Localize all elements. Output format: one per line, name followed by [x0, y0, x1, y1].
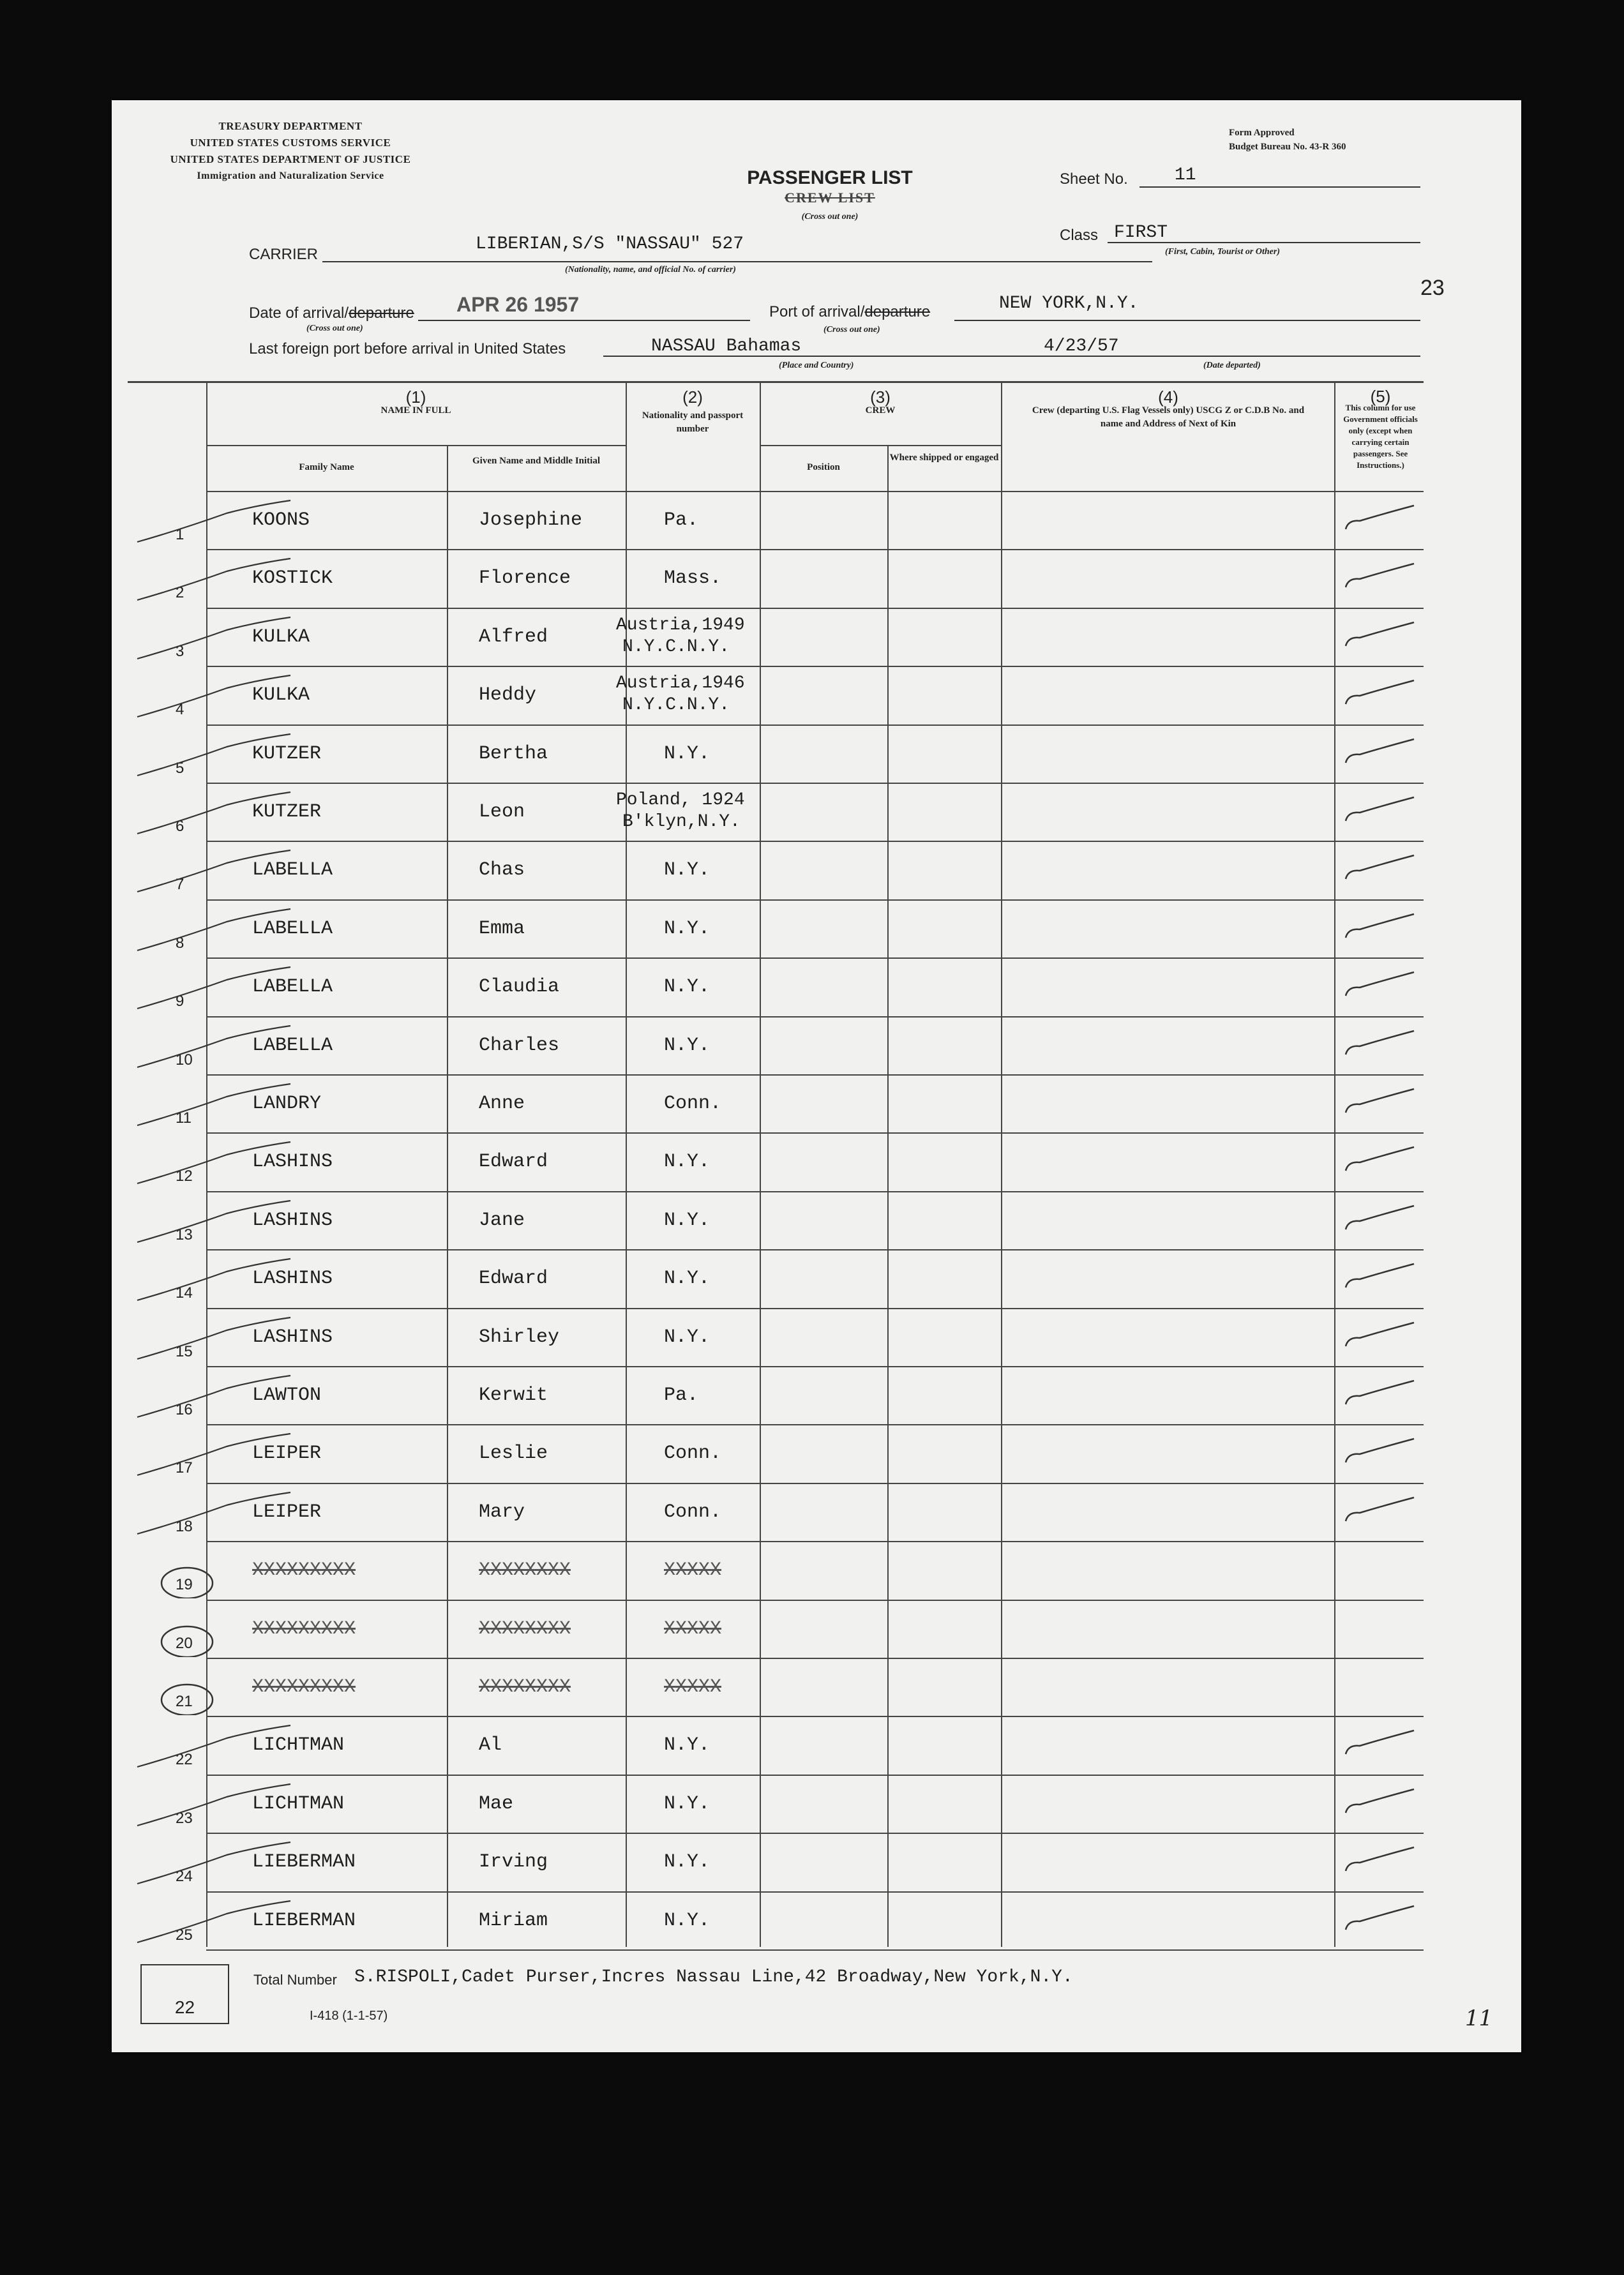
tally-mark-icon	[131, 614, 297, 665]
tally-mark-icon	[131, 1372, 297, 1423]
row-divider	[206, 1074, 1424, 1076]
agency-header	[137, 118, 444, 184]
check-mark-icon	[1341, 1667, 1424, 1706]
agency-line: Immigration and Naturalization Service	[197, 170, 384, 181]
given-name: Charles	[479, 1035, 560, 1056]
given-name: Shirley	[479, 1326, 560, 1348]
column-number: (2)	[682, 387, 703, 407]
date-note: (Cross out one)	[306, 324, 363, 333]
tally-mark-icon	[131, 1139, 297, 1190]
carrier-label: CARRIER	[249, 246, 319, 263]
given-name: Josephine	[479, 509, 583, 531]
nationality: Pa.	[664, 509, 699, 531]
given-name: Alfred	[479, 626, 548, 648]
row-divider	[206, 1600, 1424, 1601]
column-header-nationality	[629, 387, 756, 436]
row-number: 13	[176, 1226, 193, 1243]
check-mark-icon	[1341, 1901, 1424, 1939]
family-name: KOONS	[252, 509, 310, 531]
date-label-crossed: departure	[349, 304, 414, 322]
check-mark-icon	[1341, 1725, 1424, 1764]
check-mark-icon	[1341, 1376, 1424, 1414]
sheet-label: Sheet No.	[1060, 170, 1128, 188]
tally-mark-icon	[131, 1606, 297, 1657]
given-name: XXXXXXXX	[479, 1559, 571, 1581]
row-number: 4	[176, 701, 184, 718]
nationality: N.Y.	[664, 743, 710, 765]
check-mark-icon	[1341, 559, 1424, 597]
class-value: FIRST	[1114, 223, 1168, 243]
row-divider	[206, 1191, 1424, 1192]
total-label: Total Number	[253, 1972, 337, 1988]
row-number: 7	[176, 876, 184, 893]
check-mark-icon	[1341, 909, 1424, 947]
nationality: XXXXX	[664, 1618, 722, 1640]
column-title: Crew (departing U.S. Flag Vessels only) USCG Z or C.D.B No. and name and Address of Next of Kin	[1032, 405, 1305, 429]
last-port-label: Last foreign port before arrival in United States	[249, 340, 566, 357]
given-name: Kerwit	[479, 1385, 548, 1406]
nationality: N.Y.	[664, 1268, 710, 1289]
tally-mark-icon	[131, 672, 297, 723]
tally-mark-icon	[131, 1781, 297, 1832]
row-divider	[206, 1949, 1424, 1951]
tally-mark-icon	[131, 1489, 297, 1540]
given-name: Edward	[479, 1268, 548, 1289]
check-mark-icon	[1341, 1609, 1424, 1648]
given-name: Heddy	[479, 684, 537, 706]
column-number: (4)	[1158, 387, 1178, 407]
nationality: Conn.	[664, 1093, 722, 1115]
given-name: Chas	[479, 859, 525, 881]
given-name: Leon	[479, 801, 525, 823]
date-departed-value: 4/23/57	[1044, 336, 1119, 356]
row-number: 17	[176, 1459, 193, 1476]
given-name: Al	[479, 1734, 502, 1756]
row-divider	[206, 1366, 1424, 1367]
given-name: Edward	[479, 1151, 548, 1173]
nationality: Conn.	[664, 1443, 722, 1464]
nationality: N.Y.	[664, 1851, 710, 1873]
nationality: N.Y.	[664, 1326, 710, 1348]
nationality: N.Y.	[664, 918, 710, 940]
row-divider	[206, 1541, 1424, 1542]
family-name: LIEBERMAN	[252, 1851, 356, 1873]
check-mark-icon	[1341, 500, 1424, 539]
class-label: Class	[1060, 227, 1099, 244]
class-note: (First, Cabin, Tourist or Other)	[1165, 247, 1280, 257]
column-header-crew-kin	[1025, 387, 1312, 431]
tally-mark-icon	[131, 1722, 297, 1773]
given-name: XXXXXXXX	[479, 1676, 571, 1698]
given-name: Florence	[479, 567, 571, 589]
page-title: PASSENGER LIST	[747, 167, 913, 188]
tally-mark-icon	[131, 789, 297, 840]
nationality: N.Y.	[664, 1035, 710, 1056]
column-header-government	[1337, 387, 1424, 471]
column-title: CREW	[865, 405, 896, 416]
row-number: 1	[176, 526, 184, 543]
row-number: 6	[176, 818, 184, 835]
row-divider	[206, 725, 1424, 726]
family-name: LABELLA	[252, 976, 333, 998]
given-name: Leslie	[479, 1443, 548, 1464]
nationality: Pa.	[664, 1385, 699, 1406]
total-value: 22	[174, 1997, 195, 2017]
row-divider	[206, 783, 1424, 784]
family-name: LAWTON	[252, 1385, 322, 1406]
tally-mark-icon	[131, 906, 297, 957]
row-divider	[206, 549, 1424, 550]
row-number: 20	[176, 1635, 193, 1652]
check-mark-icon	[1341, 1259, 1424, 1297]
carrier-note: (Nationality, name, and official No. of carrier)	[565, 265, 736, 274]
port-label	[769, 303, 930, 321]
column-title: NAME IN FULL	[380, 405, 451, 416]
date-departed-note: (Date departed)	[1203, 361, 1261, 370]
family-name: LABELLA	[252, 918, 333, 940]
tally-mark-icon	[131, 1547, 297, 1598]
agency-line: UNITED STATES DEPARTMENT OF JUSTICE	[170, 153, 411, 165]
family-name: LICHTMAN	[252, 1734, 345, 1756]
row-number: 16	[176, 1401, 193, 1418]
tally-mark-icon	[131, 1839, 297, 1890]
nationality: N.Y.	[664, 1210, 710, 1231]
row-divider	[206, 957, 1424, 959]
row-number: 10	[176, 1051, 193, 1069]
nationality: N.Y.	[664, 859, 710, 881]
tally-mark-icon	[131, 1898, 297, 1949]
tally-mark-icon	[131, 964, 297, 1015]
check-mark-icon	[1341, 617, 1424, 656]
approval-line: Form Approved	[1229, 128, 1295, 138]
row-number: 3	[176, 643, 184, 660]
column-header-given: Given Name and Middle Initial	[472, 456, 601, 466]
tally-mark-icon	[131, 1314, 297, 1365]
column-title: Nationality and passport number	[642, 410, 744, 434]
row-divider	[206, 1016, 1424, 1017]
row-number: 21	[176, 1693, 193, 1710]
date-label	[249, 304, 414, 322]
tally-mark-icon	[131, 731, 297, 782]
row-number: 2	[176, 584, 184, 601]
row-divider	[206, 841, 1424, 842]
tally-mark-icon	[131, 847, 297, 898]
passport-place: N.Y.C.N.Y.	[622, 695, 730, 715]
row-number: 9	[176, 993, 184, 1010]
tally-mark-icon	[131, 1198, 297, 1249]
row-number: 22	[176, 1751, 193, 1768]
tally-mark-icon	[131, 555, 297, 606]
column-number: (5)	[1370, 387, 1391, 406]
check-mark-icon	[1341, 1550, 1424, 1589]
row-divider	[206, 1483, 1424, 1484]
title-note: (Cross out one)	[801, 212, 859, 221]
check-mark-icon	[1341, 1084, 1424, 1122]
tally-mark-icon	[131, 1664, 297, 1715]
row-number: 18	[176, 1518, 193, 1535]
column-header-name	[206, 387, 626, 417]
nationality: N.Y.	[664, 1793, 710, 1815]
page-number: 23	[1420, 276, 1445, 300]
row-divider	[206, 608, 1424, 609]
nationality: XXXXX	[664, 1559, 722, 1581]
row-divider	[206, 1308, 1424, 1309]
row-divider	[206, 1424, 1424, 1425]
row-divider	[206, 1775, 1424, 1776]
family-name: LASHINS	[252, 1210, 333, 1231]
approval-line: Budget Bureau No. 43-R 360	[1229, 142, 1346, 152]
family-name: LABELLA	[252, 859, 333, 881]
check-mark-icon	[1341, 1434, 1424, 1472]
row-number: 23	[176, 1810, 193, 1827]
row-number: 19	[176, 1576, 193, 1593]
column-header-family: Family Name	[299, 462, 354, 472]
column-number: (1)	[405, 387, 426, 407]
row-number: 5	[176, 760, 184, 777]
family-name: XXXXXXXXX	[252, 1618, 356, 1640]
row-divider	[206, 1833, 1424, 1834]
family-name: KUTZER	[252, 801, 322, 823]
agency-line: UNITED STATES CUSTOMS SERVICE	[190, 137, 391, 149]
given-name: Emma	[479, 918, 525, 940]
column-header-where-shipped: Where shipped or engaged	[889, 453, 999, 463]
check-mark-icon	[1341, 1201, 1424, 1239]
family-name: XXXXXXXXX	[252, 1676, 356, 1698]
given-name: XXXXXXXX	[479, 1618, 571, 1640]
form-number: I-418 (1-1-57)	[310, 2009, 388, 2023]
family-name: LABELLA	[252, 1035, 333, 1056]
row-divider	[206, 1132, 1424, 1134]
family-name: KULKA	[252, 684, 310, 706]
nationality: Austria,1946	[616, 673, 745, 693]
nationality: N.Y.	[664, 976, 710, 998]
column-header-position: Position	[807, 462, 840, 472]
row-number: 11	[176, 1109, 192, 1127]
check-mark-icon	[1341, 967, 1424, 1005]
row-divider	[206, 666, 1424, 667]
tally-mark-icon	[131, 1256, 297, 1307]
total-box	[140, 1964, 229, 2024]
given-name: Claudia	[479, 976, 560, 998]
row-number: 14	[176, 1284, 193, 1302]
nationality: N.Y.	[664, 1151, 710, 1173]
family-name: LEIPER	[252, 1443, 322, 1464]
agency-line: TREASURY DEPARTMENT	[218, 120, 363, 132]
given-name: Bertha	[479, 743, 548, 765]
arrival-date: APR 26 1957	[456, 293, 580, 316]
family-name: LANDRY	[252, 1093, 322, 1115]
family-name: LASHINS	[252, 1151, 333, 1173]
port-note: (Cross out one)	[823, 325, 880, 334]
check-mark-icon	[1341, 792, 1424, 830]
corner-mark: 11	[1465, 2006, 1493, 2031]
nationality: Poland, 1924	[616, 790, 745, 810]
check-mark-icon	[1341, 675, 1424, 714]
signature: S.RISPOLI,Cadet Purser,Incres Nassau Line,42 Broadway,New York,N.Y.	[354, 1967, 1073, 1987]
last-port-value: NASSAU Bahamas	[651, 336, 802, 356]
nationality: Mass.	[664, 567, 722, 589]
port-label-crossed: departure	[864, 303, 931, 320]
given-name: Mary	[479, 1501, 525, 1523]
tally-mark-icon	[131, 1430, 297, 1482]
check-mark-icon	[1341, 1784, 1424, 1822]
row-number: 12	[176, 1168, 193, 1185]
row-number: 15	[176, 1343, 193, 1360]
tally-mark-icon	[131, 1023, 297, 1074]
nationality: N.Y.	[664, 1734, 710, 1756]
row-divider	[206, 1716, 1424, 1717]
row-divider	[206, 1249, 1424, 1250]
carrier-value: LIBERIAN,S/S "NASSAU" 527	[476, 234, 744, 254]
check-mark-icon	[1341, 734, 1424, 772]
given-name: Anne	[479, 1093, 525, 1115]
given-name: Mae	[479, 1793, 514, 1815]
passenger-list-document	[112, 100, 1521, 2052]
family-name: KUTZER	[252, 743, 322, 765]
tally-mark-icon	[131, 497, 297, 548]
family-name: KOSTICK	[252, 567, 333, 589]
family-name: XXXXXXXXX	[252, 1559, 356, 1581]
family-name: LICHTMAN	[252, 1793, 345, 1815]
family-name: LASHINS	[252, 1326, 333, 1348]
nationality: N.Y.	[664, 1910, 710, 1932]
family-name: LIEBERMAN	[252, 1910, 356, 1932]
given-name: Miriam	[479, 1910, 548, 1932]
passport-place: B'klyn,N.Y.	[622, 812, 741, 832]
column-header-crew	[760, 387, 1001, 417]
row-divider	[206, 899, 1424, 901]
nationality: Austria,1949	[616, 615, 745, 635]
family-name: LASHINS	[252, 1268, 333, 1289]
family-name: KULKA	[252, 626, 310, 648]
row-divider	[206, 1891, 1424, 1893]
form-approval	[1229, 126, 1346, 154]
port-label-text: Port of arrival/	[769, 303, 865, 320]
row-number: 24	[176, 1868, 193, 1885]
last-port-note: (Place and Country)	[779, 361, 854, 370]
row-number: 25	[176, 1926, 193, 1944]
check-mark-icon	[1341, 1492, 1424, 1531]
date-label-text: Date of arrival/	[249, 304, 349, 322]
given-name: Irving	[479, 1851, 548, 1873]
column-number: (3)	[870, 387, 891, 407]
port-value: NEW YORK,N.Y.	[999, 294, 1139, 313]
check-mark-icon	[1341, 1842, 1424, 1881]
tally-mark-icon	[131, 1081, 297, 1132]
family-name: LEIPER	[252, 1501, 322, 1523]
column-title: This column for use Government officials only (except when carrying certain passengers. See Instructions.)	[1343, 403, 1418, 470]
row-number: 8	[176, 935, 184, 952]
check-mark-icon	[1341, 1026, 1424, 1064]
sheet-number: 11	[1175, 165, 1196, 185]
check-mark-icon	[1341, 850, 1424, 889]
nationality: Conn.	[664, 1501, 722, 1523]
check-mark-icon	[1341, 1318, 1424, 1356]
check-mark-icon	[1341, 1142, 1424, 1180]
given-name: Jane	[479, 1210, 525, 1231]
crossed-title: CREW LIST	[785, 190, 875, 206]
nationality: XXXXX	[664, 1676, 722, 1698]
passport-place: N.Y.C.N.Y.	[622, 637, 730, 657]
row-divider	[206, 1658, 1424, 1659]
